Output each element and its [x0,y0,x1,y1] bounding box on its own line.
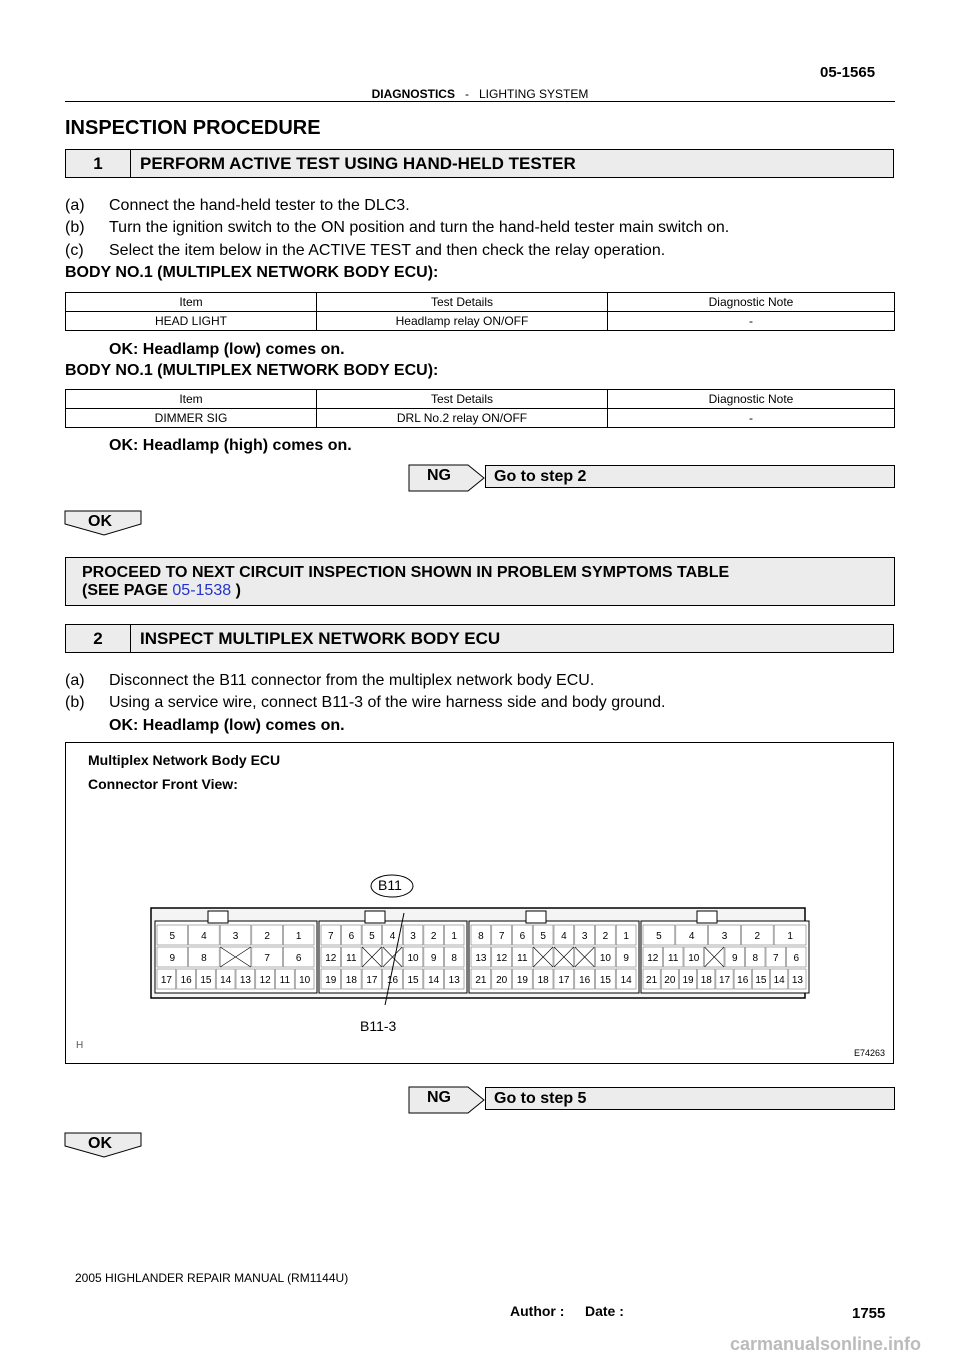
pin-number: 3 [721,931,728,942]
pin-number: 2 [754,931,761,942]
table-row [66,312,895,331]
pin-number: 10 [299,975,311,986]
pin-number: 10 [688,953,700,964]
pin-number: 8 [451,953,457,964]
item-label: (a) [65,197,85,214]
connector-drawing [150,905,810,1005]
pin-number: 12 [259,975,271,986]
table-header-cell: Test Details [317,390,608,409]
pin-number: 6 [295,953,302,964]
header-separator: - [464,87,469,101]
proceed-line-2 [82,582,241,600]
pin-number: 7 [498,931,505,942]
pin-number: 14 [773,975,785,986]
pin-number: 3 [581,931,588,942]
pin-number: 7 [328,931,334,942]
page-title: INSPECTION PROCEDURE [65,117,321,139]
item-label: (b) [65,694,85,711]
table-cell: DRL No.2 relay ON/OFF [317,409,608,428]
pin-number: 8 [478,931,484,942]
page-link-05-1538[interactable]: 05-1538 [172,582,232,599]
item-text: Using a service wire, connect B11-3 of the wire harness side and body ground. [109,694,666,711]
proceed-prefix: (SEE PAGE [82,582,168,599]
connector-latch [365,911,385,923]
pin-number: 16 [180,975,192,986]
pin-number: 4 [201,931,207,942]
pin-number: 20 [664,975,676,986]
pin-number: 18 [345,975,357,986]
pin-number: 13 [791,975,803,986]
pin-number: 12 [325,953,337,964]
ok-spec-3: OK: Headlamp (low) comes on. [109,717,345,734]
item-label: (b) [65,219,85,236]
ok-label-1: OK [88,513,112,530]
pin-number: 11 [668,953,679,964]
item-text: Select the item below in the ACTIVE TEST and then check the relay operation. [109,242,666,259]
pin-number: 2 [264,931,270,942]
header-subsection: LIGHTING SYSTEM [479,87,589,101]
pin-number: 17 [718,975,731,986]
date-field: Date : [585,1303,624,1319]
proceed-line-1: PROCEED TO NEXT CIRCUIT INSPECTION SHOWN IN PROBLEM SYMPTOMS TABLE [82,564,730,581]
pin-number: 21 [646,975,658,986]
pin-number: 13 [448,975,460,986]
running-header [0,87,960,101]
ok-spec-2: OK: Headlamp (high) comes on. [109,437,352,454]
pin-number: 19 [682,975,694,986]
pin-number: 6 [793,953,800,964]
table-cell: HEAD LIGHT [66,312,317,331]
pin-number: 15 [407,975,419,986]
pin-number: 14 [220,975,232,986]
ng-label-2: NG [427,1089,451,1106]
step-1-heading: PERFORM ACTIVE TEST USING HAND-HELD TESTER [140,154,576,173]
step-1-box [65,149,894,178]
watermark: carmanualsonline.info [730,1334,922,1354]
pin-number: 9 [731,953,738,964]
proceed-box [65,557,895,606]
table-row [66,409,895,428]
pin-number: 2 [602,931,609,942]
pin-number: 8 [201,953,207,964]
pin-number: 8 [752,953,759,964]
item-label: (c) [65,242,84,259]
table-header-cell: Item [66,293,317,312]
pin-number: 16 [579,975,591,986]
pin-number: 4 [389,931,396,942]
table-cell: DIMMER SIG [66,409,317,428]
author-field: Author : [510,1303,565,1319]
step-2-number: 2 [66,625,131,652]
pin-number: 18 [700,975,712,986]
figure-title-2: Connector Front View: [88,776,238,792]
table-header-row [66,390,895,409]
pin-number: 1 [787,931,793,942]
table-header-row [66,293,895,312]
table-cell: - [608,312,895,331]
table-header-cell: Test Details [317,293,608,312]
item-text: Connect the hand-held tester to the DLC3. [109,197,410,214]
step-1-number: 1 [66,150,131,177]
pin-number: 17 [558,975,570,986]
pin-number: 6 [348,931,355,942]
pin-number: 1 [451,931,457,942]
footer-page-number: 1755 [852,1305,886,1322]
table-2-title: BODY NO.1 (MULTIPLEX NETWORK BODY ECU): [65,362,439,379]
pin-number: 4 [688,931,695,942]
pin-number: 5 [540,931,546,942]
ng-label-1: NG [427,467,451,484]
table-header-cell: Item [66,390,317,409]
pin-number: 9 [623,953,629,964]
go-to-step-2[interactable]: Go to step 2 [485,465,895,488]
step-2-box [65,624,894,653]
connector-latch [208,911,228,923]
pin-number: 6 [519,931,526,942]
pin-number: 19 [325,975,337,986]
pin-number: 19 [516,975,528,986]
item-text: Disconnect the B11 connector from the multiplex network body ECU. [109,672,595,689]
pin-number: 13 [239,975,251,986]
pin-number: 11 [517,953,528,964]
header-section: DIAGNOSTICS [371,87,455,101]
pin-number: 17 [366,975,378,986]
item-text: Turn the ignition switch to the ON position and turn the hand-held tester main switch on. [109,219,730,236]
pin-number: 3 [232,931,239,942]
pin-label: B11-3 [360,1018,397,1034]
pin-number: 16 [737,975,749,986]
pin-number: 20 [496,975,508,986]
pin-number: 14 [620,975,632,986]
table-cell: - [608,409,895,428]
item-label: (a) [65,672,85,689]
ok-spec-1: OK: Headlamp (low) comes on. [109,341,345,358]
proceed-suffix: ) [235,582,241,599]
pin-number: 15 [755,975,767,986]
figure-code: E74263 [854,1048,886,1058]
figure-title-1: Multiplex Network Body ECU [88,752,281,768]
ok-label-2: OK [88,1135,112,1152]
manual-title: 2005 HIGHLANDER REPAIR MANUAL (RM1144U) [75,1271,349,1285]
pin-number: 5 [369,931,375,942]
pin-number: 9 [169,953,176,964]
pin-number: 10 [407,953,419,964]
table-header-cell: Diagnostic Note [608,390,895,409]
step-2-heading: INSPECT MULTIPLEX NETWORK BODY ECU [140,629,501,648]
pin-number: 15 [200,975,212,986]
pin-number: 18 [537,975,549,986]
pin-number: 13 [475,953,487,964]
pin-number: 5 [656,931,662,942]
active-test-table-1 [65,292,895,331]
header-rule [65,101,895,102]
pin-number: 17 [160,975,172,986]
table-1-title: BODY NO.1 (MULTIPLEX NETWORK BODY ECU): [65,264,439,281]
pin-number: 9 [430,953,437,964]
pin-number: 14 [428,975,440,986]
pin-number: 11 [346,953,357,964]
pin-number: 15 [599,975,611,986]
pin-number: 7 [772,953,779,964]
pin-number: 12 [496,953,508,964]
pin-number: 5 [169,931,176,942]
active-test-table-2 [65,389,895,428]
go-to-step-5[interactable]: Go to step 5 [485,1087,895,1110]
pin-number: 3 [410,931,416,942]
page-number: 05-1565 [820,64,876,81]
connector-label: B11 [378,877,402,893]
pin-number: 4 [561,931,567,942]
pin-number: 1 [295,931,302,942]
connector-latch [697,911,717,923]
pin-number: 11 [279,975,291,986]
pin-number: 10 [599,953,611,964]
table-header-cell: Diagnostic Note [608,293,895,312]
pin-number: 12 [647,953,659,964]
pin-number: 1 [623,931,629,942]
pin-number: 16 [386,975,399,986]
pin-number: 21 [475,975,487,986]
pin-number: 2 [430,931,437,942]
figure-mark: H [76,1040,84,1051]
pin-number: 7 [264,953,270,964]
table-cell: Headlamp relay ON/OFF [317,312,608,331]
connector-latch [526,911,546,923]
